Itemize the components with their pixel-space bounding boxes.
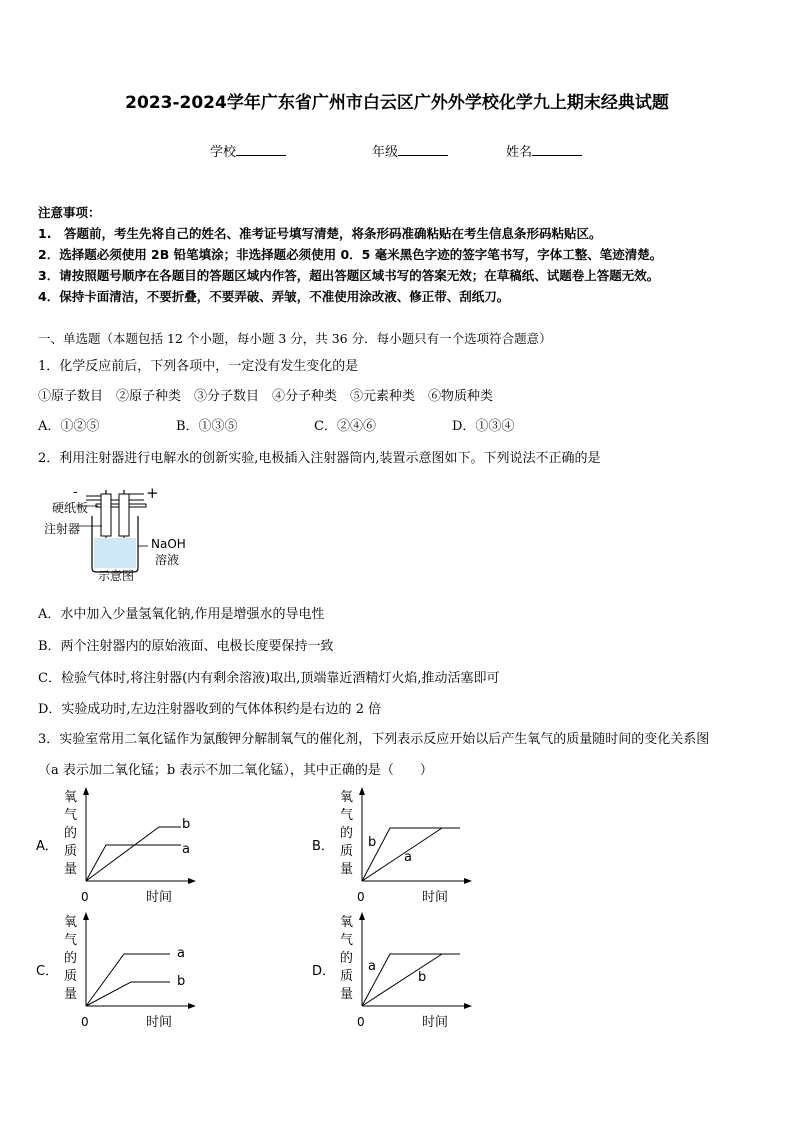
q1-option-d: D．①③④ — [452, 419, 515, 434]
svg-text:氧: 氧 — [340, 790, 354, 805]
name-label: 姓名 — [506, 145, 533, 160]
graph-letter: A． — [36, 839, 58, 854]
graph-letter: D． — [312, 964, 336, 979]
svg-text:的: 的 — [340, 826, 354, 841]
q2-option-c: C．检验气体时,将注射器(内有剩余溶液)取出,顶端靠近酒精灯火焰,推动活塞即可 — [38, 671, 500, 686]
notice-item: 3．请按照题号顺序在各题目的答题区域内作答，超出答题区域书写的答案无效；在草稿纸、试题卷上答题无效。 — [38, 268, 660, 283]
q3-stem-2: （a 表示加二氧化锰；b 表示不加二氧化锰），其中正确的是（ ） — [38, 763, 433, 778]
school-label: 学校 — [210, 145, 237, 160]
solution-label: 溶液 — [155, 553, 180, 567]
graph-letter: C． — [36, 964, 59, 979]
syringe-label: 注射器 — [44, 522, 81, 536]
svg-text:量: 量 — [64, 987, 78, 1002]
notice-item: 1. 答题前，考生先将自己的姓名、准考证号填写清楚，将条形码准确粘贴在考生信息条形码粘贴区。 — [38, 226, 602, 241]
svg-text:时间: 时间 — [146, 890, 173, 905]
name-field — [506, 141, 582, 160]
svg-text:的: 的 — [64, 951, 78, 966]
svg-text:气: 气 — [340, 808, 354, 823]
svg-text:0: 0 — [357, 890, 365, 904]
svg-text:量: 量 — [340, 987, 354, 1002]
grade-label: 年级 — [372, 145, 399, 160]
svg-text:时间: 时间 — [422, 1015, 449, 1030]
curve-label-b: b — [177, 974, 186, 989]
svg-text:质: 质 — [340, 969, 354, 984]
svg-text:质: 质 — [340, 844, 354, 859]
plus-sign: + — [146, 484, 159, 502]
q2-option-a: A．水中加入少量氢氧化钠,作用是增强水的导电性 — [38, 607, 325, 622]
svg-text:气: 气 — [340, 933, 354, 948]
svg-text:时间: 时间 — [422, 890, 449, 905]
figure-caption: 示意图 — [98, 569, 135, 583]
board-label: 硬纸板 — [52, 501, 89, 515]
q1-items: ①原子数目 ②原子种类 ③分子数目 ④分子种类 ⑤元素种类 ⑥物质种类 — [38, 389, 494, 404]
curve-label-a: a — [404, 850, 412, 865]
q1-option-b: B．①③⑤ — [176, 419, 238, 434]
curve-label-b: b — [368, 835, 377, 850]
curve-label-a: a — [177, 946, 185, 961]
svg-text:质: 质 — [64, 969, 78, 984]
q1-option-a: A．①②⑤ — [38, 419, 100, 434]
svg-text:0: 0 — [357, 1015, 365, 1029]
svg-text:0: 0 — [81, 1015, 89, 1029]
svg-text:氧: 氧 — [340, 915, 354, 930]
graph-a — [36, 785, 206, 907]
notice-item: 4．保持卡面清洁，不要折叠，不要弄破、弄皱，不准使用涂改液、修正带、刮纸刀。 — [38, 289, 510, 304]
graph-d — [312, 910, 482, 1032]
svg-text:时间: 时间 — [146, 1015, 173, 1030]
q3-stem: 3．实验室常用二氧化锰作为氯酸钾分解制氧气的催化剂，下列表示反应开始以后产生氧气的质量随时间的变化关系图 — [38, 732, 710, 747]
q2-option-b: B．两个注射器内的原始液面、电极长度要保持一致 — [38, 639, 334, 654]
svg-text:0: 0 — [81, 890, 89, 904]
curve-label-a: a — [182, 842, 190, 857]
curve-label-b: b — [182, 817, 191, 832]
graph-c — [36, 910, 206, 1032]
q1-stem: 1．化学反应前后，下列各项中，一定没有发生变化的是 — [38, 359, 359, 374]
svg-text:量: 量 — [340, 862, 354, 877]
svg-text:气: 气 — [64, 808, 78, 823]
graph-b — [312, 785, 482, 907]
graph-letter: B． — [312, 839, 334, 854]
svg-text:氧: 氧 — [64, 915, 78, 930]
q1-option-c: C．②④⑥ — [314, 419, 376, 434]
svg-text:气: 气 — [64, 933, 78, 948]
minus-sign: - — [73, 485, 78, 500]
naoh-label: NaOH — [151, 537, 186, 551]
grade-field — [372, 141, 448, 160]
page-title: 2023-2024学年广东省广州市白云区广外外学校化学九上期末经典试题 — [125, 93, 669, 113]
section-heading: 一、单选题（本题包括 12 个小题，每小题 3 分，共 36 分．每小题只有一个选项符合题意） — [38, 331, 552, 346]
electrolysis-figure — [40, 482, 190, 590]
svg-text:的: 的 — [64, 826, 78, 841]
notice-heading: 注意事项： — [38, 205, 101, 220]
svg-text:质: 质 — [64, 844, 78, 859]
notice-item: 2．选择题必须使用 2B 铅笔填涂；非选择题必须使用 0．5 毫米黑色字迹的签字笔书写，字体工整、笔迹清楚。 — [38, 247, 663, 262]
svg-text:量: 量 — [64, 862, 78, 877]
q2-option-d: D．实验成功时,左边注射器收到的气体体积约是右边的 2 倍 — [38, 702, 382, 717]
svg-text:的: 的 — [340, 951, 354, 966]
curve-label-a: a — [368, 959, 376, 974]
school-field — [210, 141, 286, 160]
svg-text:氧: 氧 — [64, 790, 78, 805]
curve-label-b: b — [418, 970, 427, 985]
q2-stem: 2．利用注射器进行电解水的创新实验,电极插入注射器筒内,装置示意图如下。下列说法不正确的是 — [38, 451, 601, 466]
